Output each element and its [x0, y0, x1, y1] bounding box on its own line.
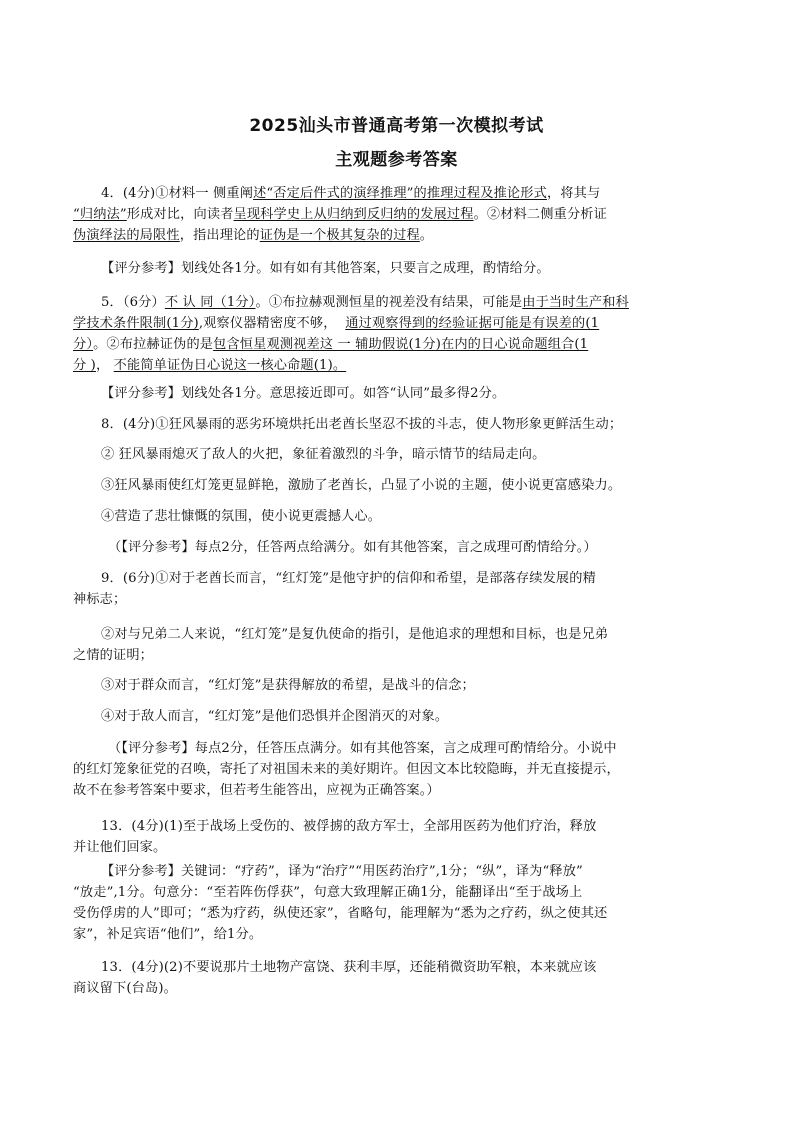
underlined-key-point: 通过观察得到的经验证据可能是有误差的(1: [345, 316, 600, 331]
answer-q13-part2: 13．(4分)(2)不要说那片土地物产富饶、获利丰厚，还能稍微资助军粮，本来就应该 商议留下(台岛)。: [73, 960, 597, 996]
answer-q9-point2: ②对与兄弟二人来说，“红灯笼”是复仇使命的指引，是他追求的理想和目标，也是兄弟 之情的证明；: [73, 627, 609, 663]
answer-q13-part1: 13．(4分)(1)至于战场上受伤的、被俘掳的敌方军士，全部用医药为他们疗治，释放 并让他们回家。: [73, 819, 597, 855]
underlined-key-point: 伪演绎法的局限性: [73, 228, 180, 243]
underlined-key-point: 呈现科学史上从归纳到反归纳的发展过程: [233, 207, 474, 222]
underlined-key-point: 不 认 同（1分）: [164, 295, 256, 310]
underlined-key-point: 包含恒星观测视差这 一 辅助假说(1分)在内的日心说命题组合(1: [213, 337, 589, 352]
answer-q4-line1: 4．(4分)①材料一 侧重阐述“否定后件式的演绎推理”的推理过程及推论形式，将其与: [101, 186, 601, 201]
underlined-key-point: 由于当时生产和科: [522, 295, 629, 310]
answer-q5-line3: 分）。②布拉赫证伪的是包含恒星观测视差这 一 辅助假说(1分)在内的日心说命题组合(1: [73, 337, 589, 352]
underlined-key-point: 学技术条件限制(1分): [73, 316, 199, 331]
answer-q8-point4: ④营造了悲壮慷慨的氛围，使小说更震撼人心。: [101, 509, 382, 524]
document-title: 2025汕头市普通高考第一次模拟考试: [249, 116, 544, 136]
scoring-note-q4: 【评分参考】划线处各1分。如有如有其他答案，只要言之成理，酌情给分。: [101, 261, 550, 276]
scoring-note-q5: 【评分参考】划线处各1分。意思接近即可。如答“认同”最多得2分。: [101, 386, 506, 401]
answer-q9-point4: ④对于敌人而言，“红灯笼”是他们恐惧并企图消灭的对象。: [101, 709, 449, 724]
scoring-note-q13-part1: 【评分参考】关键词：“疗药”，译为“治疗”“用医药治疗”,1分；“纵”，译为“释放” “放走”,1分。句意分：“至若阵伤俘获”，句意大致理解正确1分，能翻译出“至于战场上 受伤俘虏的人”即可；“悉为疗药，纵使还家”，省略句，能理解为“悉为之疗药，纵之使其还 家”，补足宾语“他们”，给1分。: [73, 864, 608, 942]
answer-q5: [73, 292, 723, 376]
underlined-key-point: 述“否定后件式的演绎推理”的推理过程及推论形式: [253, 186, 547, 201]
underlined-key-point: 不能简单证伪日心说这一核心命题(1)。: [113, 358, 347, 373]
answer-q8-point3: ③狂风暴雨使红灯笼更显鲜艳，激励了老酋长，凸显了小说的主题，使小说更富感染力。: [101, 478, 622, 493]
answer-q8-point2: ② 狂风暴雨熄灭了敌人的火把，象征着激烈的斗争，暗示情节的结局走向。: [101, 447, 546, 462]
answer-q5-line4: 分 )， 不能简单证伪日心说这一核心命题(1)。: [73, 358, 347, 373]
answer-q5-line2: 学技术条件限制(1分),观察仪器精密度不够， 通过观察得到的经验证据可能是有误差的(1: [73, 316, 600, 331]
document-subtitle: 主观题参考答案: [335, 150, 458, 170]
answer-q8-point1: 8．(4分)①狂风暴雨的恶劣环境烘托出老酋长坚忍不拔的斗志，使人物形象更鲜活生动；: [101, 417, 623, 432]
underlined-key-point: 分 ): [73, 358, 96, 373]
answer-q4-line3: 伪演绎法的局限性，指出理论的证伪是一个极其复杂的过程。: [73, 228, 434, 243]
answer-q4: [73, 183, 723, 246]
underlined-key-point: 证伪是一个极其复杂的过程: [259, 228, 420, 243]
answer-q4-line2: “归纳法”形成对比，向读者呈现科学史上从归纳到反归纳的发展过程。②材料二侧重分析证: [73, 207, 607, 222]
underlined-key-point: “归纳法”: [73, 207, 127, 222]
scoring-note-q8: （【评分参考】每点2分，任答两点给满分。如有其他答案，言之成理可酌情给分。）: [108, 540, 597, 555]
underlined-key-point: 分）: [73, 337, 94, 352]
answer-q9-point1: 9．(6分)①对于老酋长而言，“红灯笼”是他守护的信仰和希望，是部落存续发展的精 神标志；: [73, 571, 596, 607]
answer-q5-line1: 5．（6分）不 认 同（1分）。①布拉赫观测恒星的视差没有结果，可能是由于当时生产和科: [101, 295, 629, 310]
scoring-note-q9: （【评分参考】每点2分，任答压点满分。如有其他答案，言之成理可酌情给分。小说中 的红灯笼象征党的召唤，寄托了对祖国未来的美好期许。但因文本比较隐晦，并无直接提示， 故不在参考答案中要求，但若考生能答出，应视为正确答案。）: [73, 741, 620, 798]
answer-q9-point3: ③对于群众而言，“红灯笼”是获得解放的希望，是战斗的信念；: [101, 678, 475, 693]
